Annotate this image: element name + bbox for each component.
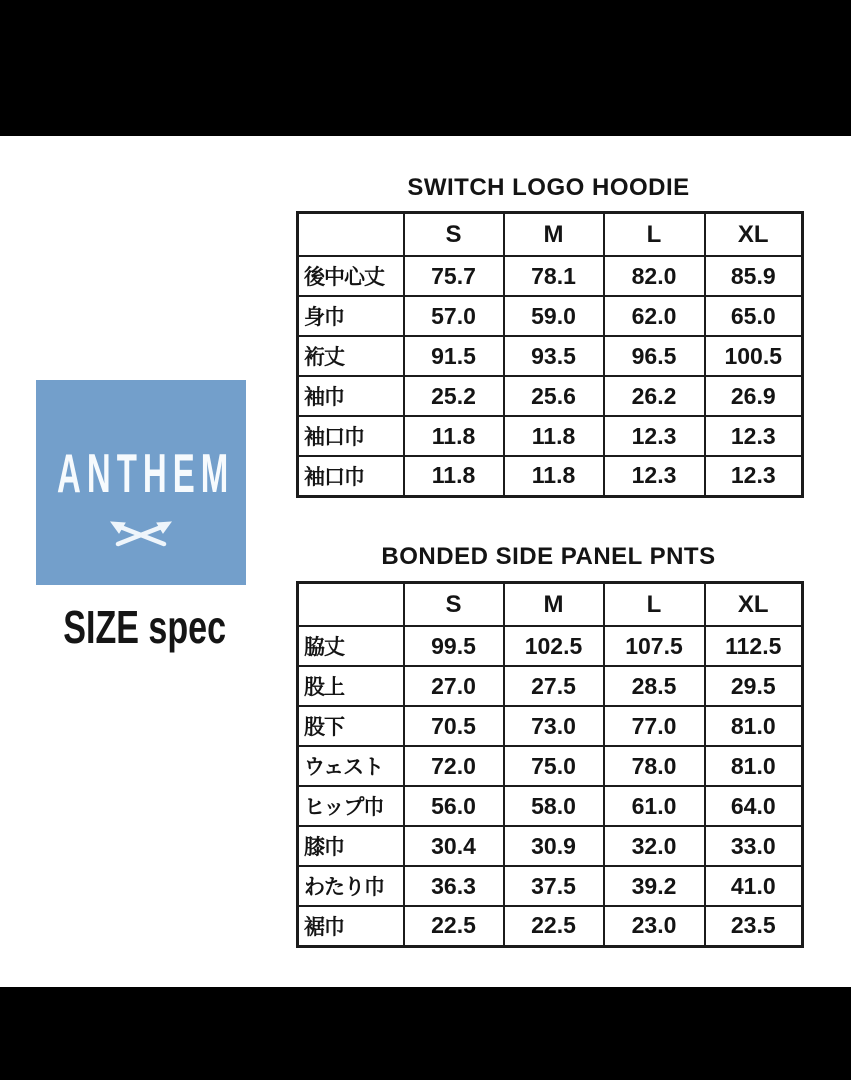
row-label: 袖口巾 bbox=[298, 416, 404, 456]
top-letterbox-bar bbox=[0, 0, 851, 136]
size-value: 100.5 bbox=[705, 336, 803, 376]
size-value: 11.8 bbox=[404, 416, 504, 456]
size-value: 12.3 bbox=[705, 416, 803, 456]
content-area bbox=[0, 136, 851, 987]
size-value: 73.0 bbox=[504, 706, 604, 746]
size-value: 41.0 bbox=[705, 866, 803, 906]
pants-table-title: BONDED SIDE PANEL PNTS bbox=[381, 543, 716, 570]
size-value: 11.8 bbox=[504, 456, 604, 496]
size-value: 23.0 bbox=[604, 906, 705, 946]
row-label: 膝巾 bbox=[298, 826, 404, 866]
size-value: 37.5 bbox=[504, 866, 604, 906]
size-value: 26.9 bbox=[705, 376, 803, 416]
table-row bbox=[298, 336, 803, 376]
size-value: 12.3 bbox=[604, 456, 705, 496]
size-value: 11.8 bbox=[404, 456, 504, 496]
anthem-logo bbox=[36, 380, 246, 585]
table-row bbox=[298, 826, 803, 866]
table-row bbox=[298, 416, 803, 456]
table-row bbox=[298, 706, 803, 746]
size-value: 72.0 bbox=[404, 746, 504, 786]
column-header: XL bbox=[705, 583, 803, 627]
size-value: 12.3 bbox=[604, 416, 705, 456]
size-value: 62.0 bbox=[604, 296, 705, 336]
size-value: 36.3 bbox=[404, 866, 504, 906]
size-value: 65.0 bbox=[705, 296, 803, 336]
size-value: 107.5 bbox=[604, 626, 705, 666]
size-value: 58.0 bbox=[504, 786, 604, 826]
size-value: 27.0 bbox=[404, 666, 504, 706]
size-value: 70.5 bbox=[404, 706, 504, 746]
table-row bbox=[298, 666, 803, 706]
column-header: L bbox=[604, 213, 705, 257]
size-value: 28.5 bbox=[604, 666, 705, 706]
size-value: 75.7 bbox=[404, 256, 504, 296]
brand-name: ANTHEM bbox=[57, 442, 235, 504]
column-header: S bbox=[404, 213, 504, 257]
size-value: 85.9 bbox=[705, 256, 803, 296]
size-value: 56.0 bbox=[404, 786, 504, 826]
header-row bbox=[298, 583, 803, 627]
table-row bbox=[298, 746, 803, 786]
crossed-axes-icon bbox=[108, 518, 174, 548]
column-header: L bbox=[604, 583, 705, 627]
size-value: 99.5 bbox=[404, 626, 504, 666]
size-value: 23.5 bbox=[705, 906, 803, 946]
header-row bbox=[298, 213, 803, 257]
row-label: 股下 bbox=[298, 706, 404, 746]
table-row bbox=[298, 376, 803, 416]
size-value: 59.0 bbox=[504, 296, 604, 336]
size-value: 91.5 bbox=[404, 336, 504, 376]
row-label: 脇丈 bbox=[298, 626, 404, 666]
size-value: 30.4 bbox=[404, 826, 504, 866]
size-value: 30.9 bbox=[504, 826, 604, 866]
size-value: 75.0 bbox=[504, 746, 604, 786]
hoodie-table-block bbox=[296, 174, 801, 498]
row-label: ウェスト bbox=[298, 746, 404, 786]
row-label: 裄丈 bbox=[298, 336, 404, 376]
table-row bbox=[298, 456, 803, 496]
hoodie-size-table bbox=[296, 211, 804, 498]
bottom-letterbox-bar bbox=[0, 987, 851, 1080]
pants-size-table bbox=[296, 581, 804, 948]
corner-cell bbox=[298, 213, 404, 257]
column-header: XL bbox=[705, 213, 803, 257]
size-value: 93.5 bbox=[504, 336, 604, 376]
size-value: 22.5 bbox=[504, 906, 604, 946]
size-value: 32.0 bbox=[604, 826, 705, 866]
row-label: 股上 bbox=[298, 666, 404, 706]
size-value: 78.1 bbox=[504, 256, 604, 296]
size-value: 77.0 bbox=[604, 706, 705, 746]
size-value: 25.2 bbox=[404, 376, 504, 416]
size-value: 81.0 bbox=[705, 746, 803, 786]
table-row bbox=[298, 906, 803, 946]
row-label: 後中心丈 bbox=[298, 256, 404, 296]
row-label: 身巾 bbox=[298, 296, 404, 336]
row-label: 袖口巾 bbox=[298, 456, 404, 496]
size-value: 57.0 bbox=[404, 296, 504, 336]
corner-cell bbox=[298, 583, 404, 627]
column-header: M bbox=[504, 213, 604, 257]
size-value: 64.0 bbox=[705, 786, 803, 826]
size-value: 39.2 bbox=[604, 866, 705, 906]
row-label: わたり巾 bbox=[298, 866, 404, 906]
table-row bbox=[298, 866, 803, 906]
hoodie-table-title: SWITCH LOGO HOODIE bbox=[407, 174, 690, 201]
table-row bbox=[298, 296, 803, 336]
size-value: 78.0 bbox=[604, 746, 705, 786]
size-value: 25.6 bbox=[504, 376, 604, 416]
size-value: 11.8 bbox=[504, 416, 604, 456]
pants-table-block bbox=[296, 543, 801, 948]
table-row bbox=[298, 786, 803, 826]
size-value: 26.2 bbox=[604, 376, 705, 416]
size-value: 33.0 bbox=[705, 826, 803, 866]
size-value: 27.5 bbox=[504, 666, 604, 706]
size-value: 12.3 bbox=[705, 456, 803, 496]
column-header: M bbox=[504, 583, 604, 627]
row-label: ヒップ巾 bbox=[298, 786, 404, 826]
size-value: 112.5 bbox=[705, 626, 803, 666]
row-label: 袖巾 bbox=[298, 376, 404, 416]
size-value: 82.0 bbox=[604, 256, 705, 296]
size-value: 29.5 bbox=[705, 666, 803, 706]
table-row bbox=[298, 256, 803, 296]
column-header: S bbox=[404, 583, 504, 627]
size-spec-caption: SIZE spec bbox=[63, 601, 227, 653]
size-value: 61.0 bbox=[604, 786, 705, 826]
size-value: 81.0 bbox=[705, 706, 803, 746]
row-label: 裾巾 bbox=[298, 906, 404, 946]
size-value: 96.5 bbox=[604, 336, 705, 376]
size-value: 102.5 bbox=[504, 626, 604, 666]
table-row bbox=[298, 626, 803, 666]
size-value: 22.5 bbox=[404, 906, 504, 946]
